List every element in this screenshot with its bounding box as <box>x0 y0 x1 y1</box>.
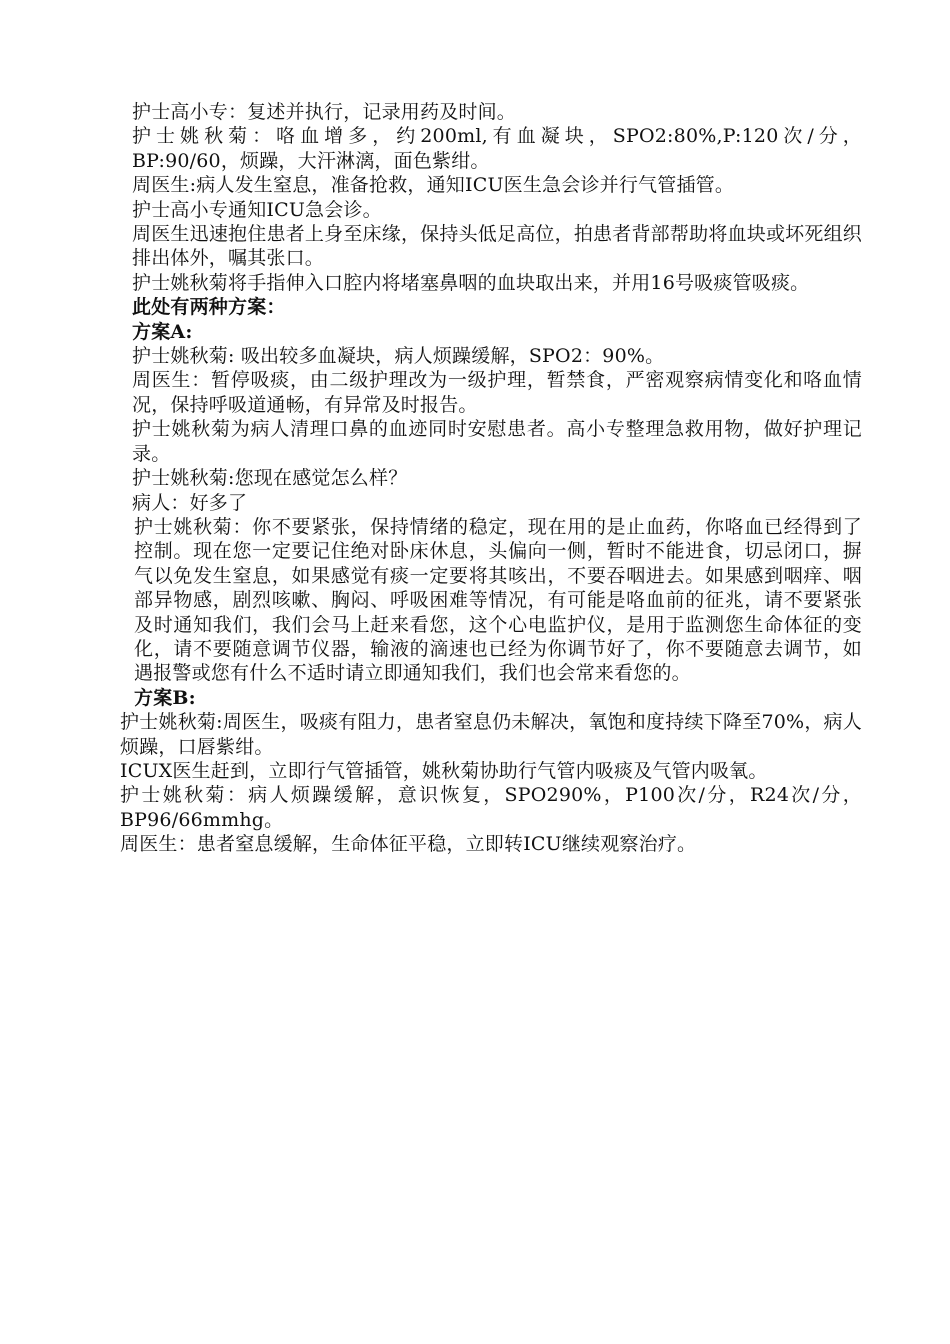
heading-two-plans: 此处有两种方案： <box>132 296 286 319</box>
paragraph-nurse-gao-repeat: 护士高小专：复述并执行，记录用药及时间。 <box>132 101 517 123</box>
paragraph-doctor-zhou-asphyxia: 周医生:病人发生窒息，准备抢救，通知ICU医生急会诊并行气管插管。 <box>132 174 735 197</box>
paragraph-plan-a-doctor-orders: 周医生：暂停吸痰，由二级护理改为一级护理，暂禁食，严密观察病情变化和咯血情况，保持呼吸道通畅，有异常及时报告。 <box>132 369 862 416</box>
paragraph-plan-a-patient-reply: 病人：好多了 <box>132 491 248 514</box>
paragraph-nurse-yao-suction: 护士姚秋菊将手指伸入口腔内将堵塞鼻咽的血块取出来，并用16号吸痰管吸痰。 <box>132 271 810 294</box>
paragraph-plan-a-cleanup: 护士姚秋菊为病人清理口鼻的血迹同时安慰患者。高小专整理急救用物，做好护理记录。 <box>132 418 862 465</box>
document-body <box>120 100 862 857</box>
paragraph-nurse-gao-notify-icu: 护士高小专通知ICU急会诊。 <box>132 198 382 221</box>
paragraph-nurse-yao-hemoptysis: 护士姚秋菊：咯血增多，约200ml,有血凝块，SPO2:80%,P:120次/分，BP:90/60，烦躁，大汗淋漓，面色紫绀。 <box>132 125 862 172</box>
paragraph-plan-a-education: 护士姚秋菊：你不要紧张，保持情绪的稳定，现在用的是止血药，你咯血已经得到了控制。现在您一定要记住绝对卧床休息，头偏向一侧，暂时不能进食，切忌闭口，摒气以免发生窒息，如果感觉有痰一定要将其咳出，不要吞咽进去。如果感到咽痒、咽部异物感，剧烈咳嗽、胸闷、呼吸困难等情况，有可能是咯血前的征兆，请不要紧张及时通知我们，我们会马上赶来看您，这个心电监护仪，是用于监测您生命体征的变化，请不要随意调节仪器，输液的滴速也已经为你调节好了，你不要随意去调节，如遇报警或您有什么不适时请立即通知我们，我们也会常来看您的。 <box>134 515 862 685</box>
paragraph-doctor-zhou-position: 周医生迅速抱住患者上身至床缘，保持头低足高位，拍患者背部帮助将血块或坏死组织排出体外，嘱其张口。 <box>132 223 862 270</box>
paragraph-plan-b-suction-resistance: 护士姚秋菊:周医生，吸痰有阻力，患者窒息仍未解决，氧饱和度持续下降至70%，病人烦躁，口唇紫绀。 <box>120 711 862 758</box>
paragraph-plan-b-intubation: ICUX医生赶到，立即行气管插管，姚秋菊协助行气管内吸痰及气管内吸氧。 <box>120 759 768 782</box>
paragraph-plan-b-recovery: 护士姚秋菊：病人烦躁缓解，意识恢复，SPO290%，P100次/分，R24次/分，BP96/66mmhg。 <box>120 784 862 831</box>
paragraph-plan-a-suction-result: 护士姚秋菊: 吸出较多血凝块，病人烦躁缓解，SPO2：90%。 <box>132 345 665 368</box>
heading-plan-a: 方案A: <box>132 320 193 343</box>
paragraph-plan-b-transfer: 周医生：患者窒息缓解，生命体征平稳，立即转ICU继续观察治疗。 <box>120 833 697 856</box>
heading-plan-b: 方案B: <box>134 686 196 709</box>
paragraph-plan-a-question: 护士姚秋菊:您现在感觉怎么样？ <box>132 467 408 490</box>
